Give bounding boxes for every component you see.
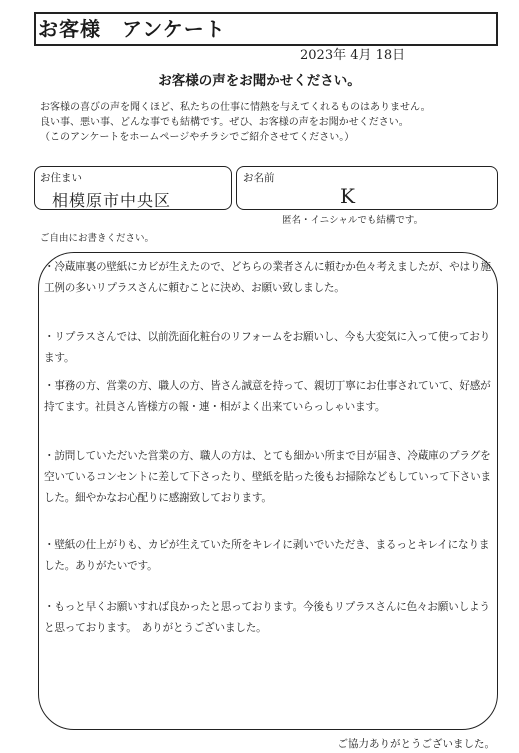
comment-paragraph: ・訪問していただいた営業の方、職人の方は、とても細かい所まで目が届き、冷蔵庫のプラグを空いているコンセントに差して下さったり、壁紙を貼った後もお掃除などもしていって下さいました。細やかなお心配りに感謝致しております。	[44, 450, 491, 504]
footer-thanks: ご協力ありがとうございました。	[337, 738, 495, 750]
intro-line: お客様の喜びの声を聞くほど、私たちの仕事に情熱を与えてくれるものはありません。	[40, 102, 431, 113]
intro-text	[40, 100, 500, 145]
comment-paragraph: ・事務の方、営業の方、職人の方、皆さん誠意を持って、親切丁寧にお仕事されていて、好感が持てます。社員さん皆様方の報・連・相がよく出来ていらっしゃいます。	[44, 380, 491, 413]
intro-line: 良い事、悪い事、どんな事でも結構です。ぜひ、お客様の声をお聞かせください。	[40, 117, 409, 128]
address-value: 相模原市中央区	[52, 191, 172, 210]
intro-line: （このアンケートをホームページやチラシでご紹介させてください。）	[40, 132, 355, 143]
survey-date: 2023年 4月 18日	[300, 48, 406, 63]
section-heading: お客様の声をお聞かせください。	[158, 73, 361, 89]
page-title: お客様 アンケート	[38, 17, 226, 41]
comment-paragraph: ・もっと早くお願いすれば良かったと思っております。今後もリプラスさんに色々お願いしようと思っております。 ありがとうございました。	[44, 601, 490, 634]
free-comment-label: ご自由にお書きください。	[40, 233, 155, 244]
comment-paragraph: ・壁紙の仕上がりも、カビが生えていた所をキレイに剥いでいただき、まるっとキレイになりました。ありがたいです。	[44, 539, 490, 572]
name-field	[236, 166, 498, 210]
name-note: 匿名・イニシャルでも結構です。	[282, 215, 424, 226]
comment-paragraph: ・冷蔵庫裏の壁紙にカビが生えたので、どちらの業者さんに頼むか色々考えましたが、やはり施工例の多いリプラスさんに頼むことに決め、お願い致しました。	[44, 261, 491, 294]
name-value: K	[340, 184, 355, 208]
name-label: お名前	[243, 172, 275, 184]
comment-paragraph: ・リプラスさんでは、以前洗面化粧台のリフォームをお願いし、今も大変気に入って使っております。	[44, 331, 491, 364]
address-label: お住まい	[40, 172, 82, 184]
